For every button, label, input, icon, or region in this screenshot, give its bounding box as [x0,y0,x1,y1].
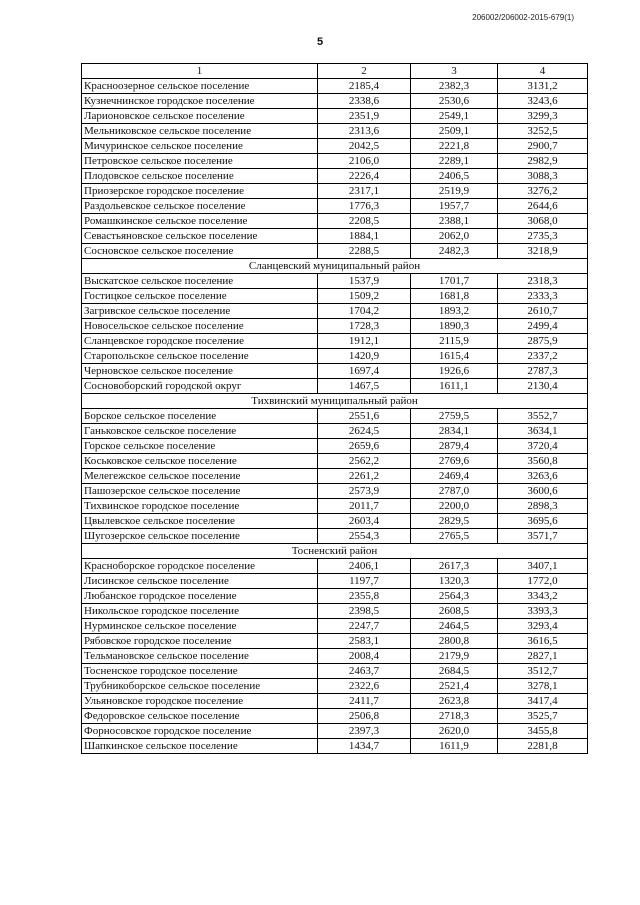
value-cell: 2106,0 [318,154,411,169]
table-row [82,79,588,94]
value-cell: 3299,3 [498,109,588,124]
value-cell: 3560,8 [498,454,588,469]
settlement-name-cell: Плодовское сельское поселение [82,169,318,184]
value-cell: 3243,6 [498,94,588,109]
settlement-name-cell: Никольское городское поселение [82,604,318,619]
value-cell: 3552,7 [498,409,588,424]
settlement-name-cell: Кузнечнинское городское поселение [82,94,318,109]
table-row [82,649,588,664]
table-row [82,694,588,709]
settlement-name-cell: Новосельское сельское поселение [82,319,318,334]
table-row [82,109,588,124]
value-cell: 1912,1 [318,334,411,349]
value-cell: 3278,1 [498,679,588,694]
value-cell: 2787,0 [411,484,498,499]
value-cell: 2644,6 [498,199,588,214]
settlement-name-cell: Мельниковское сельское поселение [82,124,318,139]
value-cell: 2623,8 [411,694,498,709]
value-cell: 2735,3 [498,229,588,244]
value-cell: 1893,2 [411,304,498,319]
table-row [82,469,588,484]
value-cell: 2208,5 [318,214,411,229]
value-cell: 1615,4 [411,349,498,364]
settlement-name-cell: Шугозерское сельское поселение [82,529,318,544]
value-cell: 3695,6 [498,514,588,529]
value-cell: 1776,3 [318,199,411,214]
settlement-name-cell: Ромашкинское сельское поселение [82,214,318,229]
settlement-name-cell: Коськовское сельское поселение [82,454,318,469]
value-cell: 3600,6 [498,484,588,499]
value-cell: 2583,1 [318,634,411,649]
section-title: Тихвинский муниципальный район [82,394,588,409]
value-cell: 2499,4 [498,319,588,334]
value-cell: 2062,0 [411,229,498,244]
value-cell: 2221,8 [411,139,498,154]
settlement-name-cell: Тельмановское сельское поселение [82,649,318,664]
table-row [82,679,588,694]
table-row [82,559,588,574]
value-cell: 2900,7 [498,139,588,154]
settlement-name-cell: Трубникоборское сельское поселение [82,679,318,694]
table-row [82,409,588,424]
settlement-name-cell: Тихвинское городское поселение [82,499,318,514]
value-cell: 1681,8 [411,289,498,304]
value-cell: 1509,2 [318,289,411,304]
value-cell: 2769,6 [411,454,498,469]
section-header-row [82,544,588,559]
value-cell: 2464,5 [411,619,498,634]
value-cell: 1890,3 [411,319,498,334]
settlement-name-cell: Мелегежское сельское поселение [82,469,318,484]
value-cell: 1697,4 [318,364,411,379]
value-cell: 2261,2 [318,469,411,484]
value-cell: 1611,1 [411,379,498,394]
settlement-name-cell: Красноозерное сельское поселение [82,79,318,94]
page-number: 5 [316,36,324,48]
value-cell: 2382,3 [411,79,498,94]
table-row [82,94,588,109]
table-row [82,484,588,499]
value-cell: 3068,0 [498,214,588,229]
value-cell: 2519,9 [411,184,498,199]
value-cell: 2834,1 [411,424,498,439]
value-cell: 3293,4 [498,619,588,634]
value-cell: 3720,4 [498,439,588,454]
settlement-name-cell: Петровское сельское поселение [82,154,318,169]
value-cell: 3455,8 [498,724,588,739]
settlement-name-cell: Рябовское городское поселение [82,634,318,649]
table-row [82,439,588,454]
value-cell: 2617,3 [411,559,498,574]
value-cell: 2313,6 [318,124,411,139]
table-row [82,589,588,604]
table-row [82,739,588,754]
value-cell: 3218,9 [498,244,588,259]
table-row [82,724,588,739]
value-cell: 2042,5 [318,139,411,154]
value-cell: 2200,0 [411,499,498,514]
value-cell: 2509,1 [411,124,498,139]
section-header-row [82,259,588,274]
table-row [82,289,588,304]
value-cell: 2406,5 [411,169,498,184]
value-cell: 2115,9 [411,334,498,349]
value-cell: 3088,3 [498,169,588,184]
value-cell: 1611,9 [411,739,498,754]
settlement-name-cell: Цвылевское сельское поселение [82,514,318,529]
value-cell: 2318,3 [498,274,588,289]
table-row [82,229,588,244]
value-cell: 2226,4 [318,169,411,184]
column-header: 4 [498,64,588,79]
value-cell: 2610,7 [498,304,588,319]
value-cell: 2530,6 [411,94,498,109]
value-cell: 2765,5 [411,529,498,544]
value-cell: 2179,9 [411,649,498,664]
value-cell: 2684,5 [411,664,498,679]
value-cell: 2338,6 [318,94,411,109]
value-cell: 2551,6 [318,409,411,424]
value-cell: 2333,3 [498,289,588,304]
header-row [82,64,588,79]
value-cell: 2406,1 [318,559,411,574]
value-cell: 2759,5 [411,409,498,424]
value-cell: 2337,2 [498,349,588,364]
settlement-name-cell: Сосновоборский городской округ [82,379,318,394]
settlement-name-cell: Нурминское сельское поселение [82,619,318,634]
value-cell: 2829,5 [411,514,498,529]
value-cell: 2247,7 [318,619,411,634]
table-row [82,379,588,394]
settlement-name-cell: Лисинское сельское поселение [82,574,318,589]
value-cell: 3417,4 [498,694,588,709]
value-cell: 2608,5 [411,604,498,619]
settlement-name-cell: Гостицкое сельское поселение [82,289,318,304]
settlement-name-cell: Загривское сельское поселение [82,304,318,319]
value-cell: 2008,4 [318,649,411,664]
table-body [82,64,588,754]
value-cell: 2317,1 [318,184,411,199]
settlement-name-cell: Шапкинское сельское поселение [82,739,318,754]
settlement-name-cell: Борское сельское поселение [82,409,318,424]
value-cell: 2322,6 [318,679,411,694]
table-row [82,304,588,319]
table-row [82,184,588,199]
table-row [82,364,588,379]
value-cell: 1434,7 [318,739,411,754]
value-cell: 2185,4 [318,79,411,94]
value-cell: 1420,9 [318,349,411,364]
value-cell: 2397,3 [318,724,411,739]
settlement-name-cell: Тосненское городское поселение [82,664,318,679]
value-cell: 2482,3 [411,244,498,259]
value-cell: 3276,2 [498,184,588,199]
table-row [82,274,588,289]
value-cell: 2982,9 [498,154,588,169]
value-cell: 2620,0 [411,724,498,739]
value-cell: 2130,4 [498,379,588,394]
settlement-name-cell: Форносовское городское поселение [82,724,318,739]
value-cell: 1884,1 [318,229,411,244]
column-header: 1 [82,64,318,79]
settlement-name-cell: Пашозерское сельское поселение [82,484,318,499]
value-cell: 2573,9 [318,484,411,499]
table-row [82,499,588,514]
value-cell: 3252,5 [498,124,588,139]
value-cell: 2411,7 [318,694,411,709]
table-row [82,319,588,334]
value-cell: 2787,3 [498,364,588,379]
value-cell: 2875,9 [498,334,588,349]
value-cell: 2564,3 [411,589,498,604]
settlement-name-cell: Ульяновское городское поселение [82,694,318,709]
value-cell: 2800,8 [411,634,498,649]
document-code: 206002/206002-2015-679(1) [472,13,574,22]
value-cell: 2659,6 [318,439,411,454]
column-header: 3 [411,64,498,79]
table-row [82,664,588,679]
value-cell: 2521,4 [411,679,498,694]
section-title: Сланцевский муниципальный район [82,259,588,274]
settlement-name-cell: Приозерское городское поселение [82,184,318,199]
table-row [82,124,588,139]
value-cell: 2011,7 [318,499,411,514]
table-row [82,334,588,349]
value-cell: 1537,9 [318,274,411,289]
value-cell: 1197,7 [318,574,411,589]
table-row [82,709,588,724]
column-header: 2 [318,64,411,79]
value-cell: 3616,5 [498,634,588,649]
settlement-name-cell: Федоровское сельское поселение [82,709,318,724]
value-cell: 3571,7 [498,529,588,544]
value-cell: 2827,1 [498,649,588,664]
value-cell: 3343,2 [498,589,588,604]
table-row [82,634,588,649]
settlement-name-cell: Ларионовское сельское поселение [82,109,318,124]
value-cell: 2388,1 [411,214,498,229]
table-row [82,199,588,214]
table-row [82,139,588,154]
value-cell: 2718,3 [411,709,498,724]
value-cell: 2603,4 [318,514,411,529]
table-row [82,214,588,229]
settlement-name-cell: Сосновское сельское поселение [82,244,318,259]
settlement-name-cell: Горское сельское поселение [82,439,318,454]
value-cell: 3393,3 [498,604,588,619]
value-cell: 3634,1 [498,424,588,439]
value-cell: 2289,1 [411,154,498,169]
value-cell: 3131,2 [498,79,588,94]
value-cell: 3263,6 [498,469,588,484]
value-cell: 1728,3 [318,319,411,334]
value-cell: 2549,1 [411,109,498,124]
value-cell: 3512,7 [498,664,588,679]
value-cell: 2469,4 [411,469,498,484]
value-cell: 2398,5 [318,604,411,619]
value-cell: 1926,6 [411,364,498,379]
value-cell: 1704,2 [318,304,411,319]
settlement-name-cell: Сланцевское городское поселение [82,334,318,349]
settlement-name-cell: Севастьяновское сельское поселение [82,229,318,244]
value-cell: 2562,2 [318,454,411,469]
table-row [82,244,588,259]
settlement-name-cell: Выскатское сельское поселение [82,274,318,289]
value-cell: 1772,0 [498,574,588,589]
settlement-name-cell: Старопольское сельское поселение [82,349,318,364]
table-row [82,514,588,529]
value-cell: 1467,5 [318,379,411,394]
value-cell: 1701,7 [411,274,498,289]
value-cell: 2463,7 [318,664,411,679]
table-row [82,169,588,184]
table-row [82,619,588,634]
value-cell: 2554,3 [318,529,411,544]
settlement-name-cell: Красноборское городское поселение [82,559,318,574]
value-cell: 2355,8 [318,589,411,604]
value-cell: 2506,8 [318,709,411,724]
section-title: Тосненский район [82,544,588,559]
value-cell: 2898,3 [498,499,588,514]
value-cell: 2281,8 [498,739,588,754]
table-row [82,154,588,169]
value-cell: 1957,7 [411,199,498,214]
table-row [82,574,588,589]
table-row [82,424,588,439]
value-cell: 2624,5 [318,424,411,439]
section-header-row [82,394,588,409]
settlement-name-cell: Черновское сельское поселение [82,364,318,379]
value-cell: 1320,3 [411,574,498,589]
value-cell: 2879,4 [411,439,498,454]
settlement-name-cell: Раздольевское сельское поселение [82,199,318,214]
value-cell: 2288,5 [318,244,411,259]
table-row [82,349,588,364]
value-cell: 2351,9 [318,109,411,124]
settlement-name-cell: Мичуринское сельское поселение [82,139,318,154]
table-row [82,454,588,469]
table-row [82,604,588,619]
settlement-name-cell: Любанское городское поселение [82,589,318,604]
value-cell: 3407,1 [498,559,588,574]
settlement-name-cell: Ганьковское сельское поселение [82,424,318,439]
table-row [82,529,588,544]
value-cell: 3525,7 [498,709,588,724]
data-table [81,63,588,754]
